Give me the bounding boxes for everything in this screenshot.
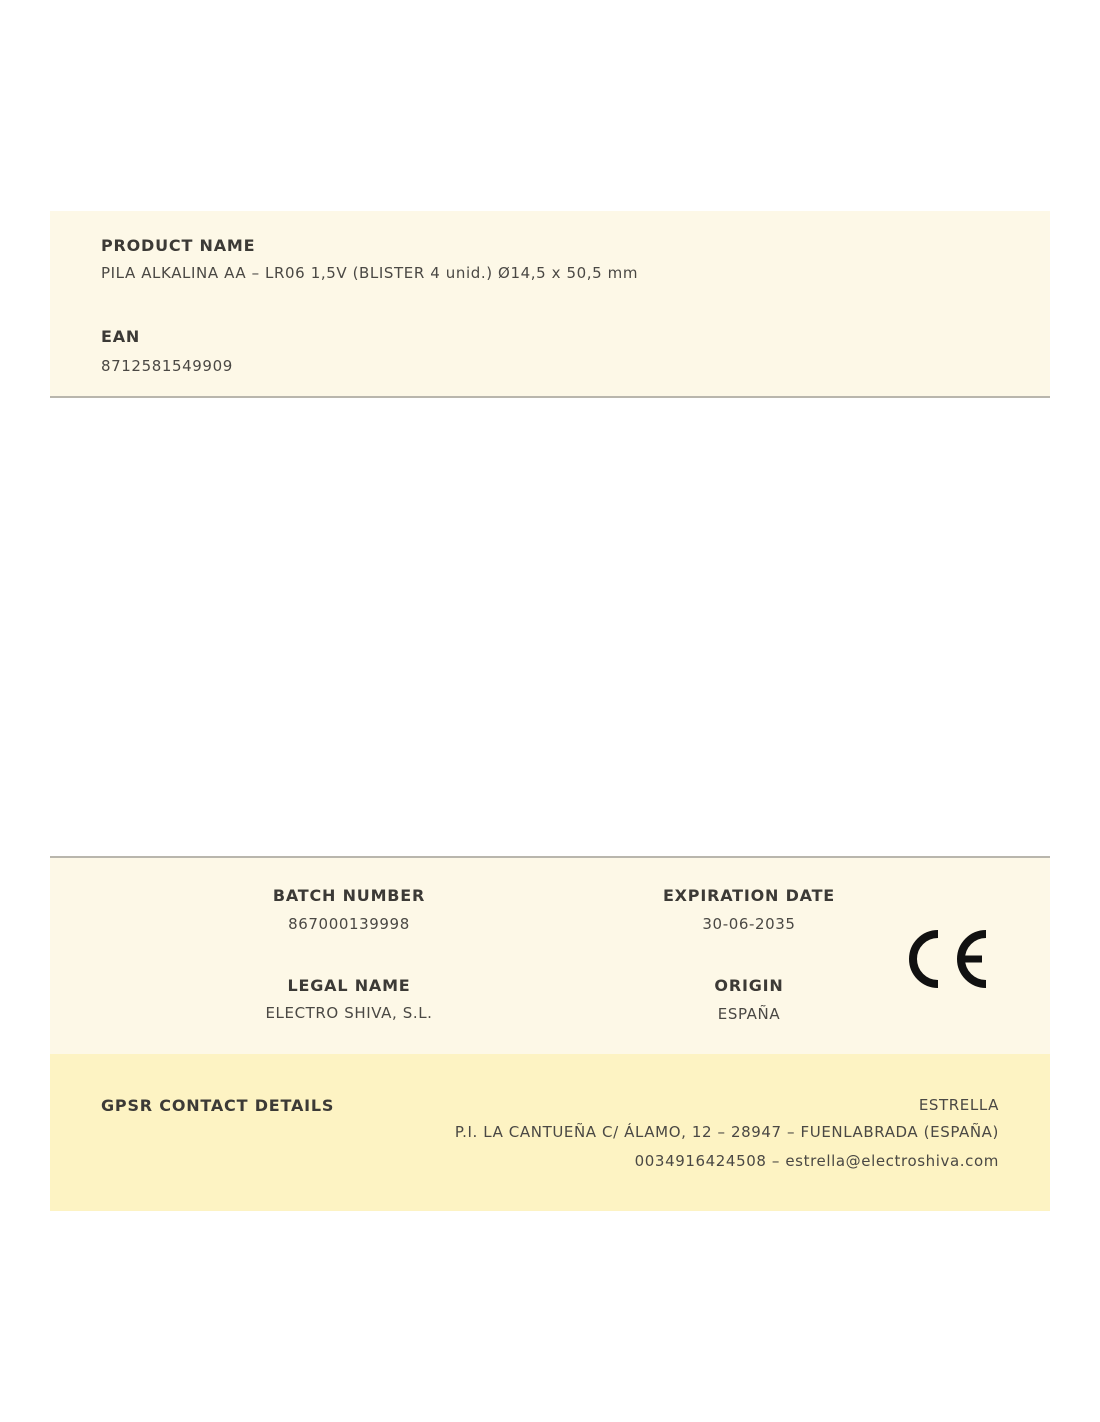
origin-label: ORIGIN bbox=[714, 976, 784, 995]
legal-name-block bbox=[199, 976, 499, 995]
gpsr-contact: 0034916424508 – estrella@electroshiva.com bbox=[634, 1152, 999, 1170]
batch-number-value: 867000139998 bbox=[288, 915, 410, 933]
gpsr-label: GPSR CONTACT DETAILS bbox=[101, 1096, 335, 1115]
expiration-date-value: 30-06-2035 bbox=[702, 915, 796, 933]
expiration-date-label: EXPIRATION DATE bbox=[662, 886, 836, 905]
product-name-label: PRODUCT NAME bbox=[101, 236, 256, 255]
product-name-value: PILA ALKALINA AA – LR06 1,5V (BLISTER 4 unid.) Ø14,5 x 50,5 mm bbox=[101, 264, 639, 282]
batch-number-label: BATCH NUMBER bbox=[272, 886, 426, 905]
ean-value: 8712581549909 bbox=[101, 357, 233, 375]
batch-details-panel bbox=[50, 856, 1050, 1056]
batch-number-value-wrap bbox=[199, 915, 499, 933]
origin-value: ESPAÑA bbox=[717, 1005, 781, 1023]
product-info-panel bbox=[50, 211, 1050, 398]
expiration-date-block bbox=[599, 886, 899, 905]
ce-mark-icon bbox=[908, 928, 992, 990]
ean-label: EAN bbox=[101, 327, 141, 346]
legal-name-value-wrap bbox=[199, 1004, 499, 1022]
legal-name-value: ELECTRO SHIVA, S.L. bbox=[265, 1004, 433, 1022]
legal-name-label: LEGAL NAME bbox=[287, 976, 411, 995]
batch-number-block bbox=[199, 886, 499, 905]
gpsr-contact-panel bbox=[50, 1054, 1050, 1211]
gpsr-brand: ESTRELLA bbox=[918, 1096, 999, 1114]
gpsr-address: P.I. LA CANTUEÑA C/ ÁLAMO, 12 – 28947 – FUENLABRADA (ESPAÑA) bbox=[454, 1123, 999, 1141]
origin-value-wrap bbox=[599, 1005, 899, 1023]
expiration-date-value-wrap bbox=[599, 915, 899, 933]
origin-block bbox=[599, 976, 899, 995]
